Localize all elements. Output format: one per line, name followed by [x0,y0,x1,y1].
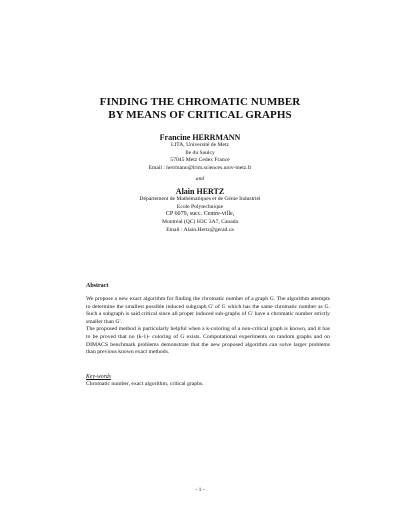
page-number: - 1 - [195,487,205,493]
author-1-affiliation-line: LITA, Université de Metz [171,142,229,148]
abstract-paragraph-2: The proposed method is particularly helpful when a k-coloring of a non-critical graph is known, and it has to be proved that no (k-1)- coloring of G exists. Computational experiments on random graphs and on DIMACS benchmark problems demonstrate that the new proposed algorithm can solve larger problems than previous known exact methods. [86,326,330,356]
paper-title-line-1: FINDING THE CHROMATIC NUMBER [99,96,301,108]
author-2-affiliation-line: Montréal (QC) H3C 3A7, Canada [162,219,238,225]
author-separator: and [195,176,205,182]
keywords-text: Chromatic number, exact algorithm, critical graphs. [86,381,204,387]
author-2-name: Alain HERTZ [175,187,225,196]
keywords-heading: Key-words [86,374,111,380]
author-1-affiliation-line: Ile du Saulcy [185,149,215,156]
author-2-email: Email : Alain.Hertz@gerad.ca [166,226,234,233]
paper-title-line-2: BY MEANS OF CRITICAL GRAPHS [108,109,292,121]
author-2-affiliation-line: Département de Mathématiques et de Génie Industriel [139,196,261,202]
author-1-name: Francine HERRMANN [159,133,241,142]
author-1-email: Email : herrmann@lrim.sciences.univ-metz.fr [148,164,252,171]
abstract-paragraph-1: We propose a new exact algorithm for finding the chromatic number of a graph G. The algorithm attempts to determine the smallest possible induced subgraph G' of G which has the same chromatic number as G. Such a subgraph is said critical since all proper induced sub-graphs of G' have a chromatic number strictly smaller than G'. [86,296,330,325]
author-1-affiliation-line: 57045 Metz Cedex France [170,157,230,163]
author-2-affiliation-line: Ecole Polytechnique [176,203,224,210]
abstract-body [86,296,330,357]
author-2-affiliation-line: CP 6079, succ. Centre-ville, [165,211,235,217]
abstract-heading: Abstract [86,283,109,289]
